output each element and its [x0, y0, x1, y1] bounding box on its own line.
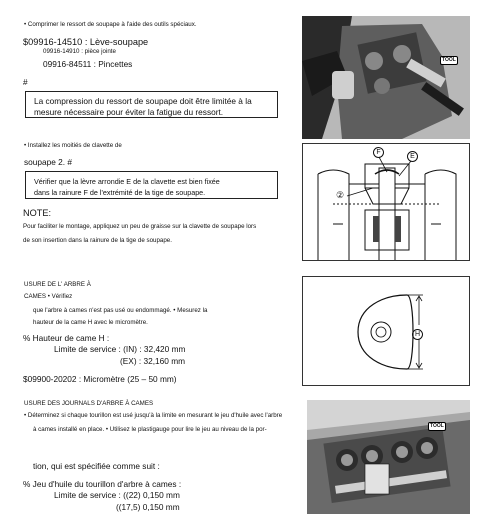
note-heading: NOTE:	[23, 208, 52, 218]
cotter-caution-1: Vérifier que la lèvre arrondie E de la clavette est bien fixée	[34, 177, 220, 186]
oil-clearance-title: % Jeu d'huile du tourillon d'arbre à cames :	[23, 479, 182, 489]
cam-limit-ex: (EX) : 32,160 mm	[120, 356, 186, 366]
photo-camshaft-journals	[307, 400, 470, 514]
bullet-compress-spring: • Comprimer le ressort de soupape à l'aide des outils spéciaux.	[24, 21, 197, 28]
journal-text-2: à cames installé en place. • Utilisez le plastigauge pour lire le jeu au niveau de la por-	[33, 426, 267, 433]
caution-box-spring	[25, 91, 278, 118]
cotter-line-2: soupape 2. #	[24, 157, 72, 167]
label-H: H	[412, 329, 423, 340]
caution-line-1: La compression du ressort de soupape doit être limitée à la	[34, 96, 252, 106]
tool-tag-2: TOOL	[430, 423, 444, 429]
caution-line-2: mesure nécessaire pour éviter la fatigue du ressort.	[34, 107, 224, 117]
note-text-1: Pour faciliter le montage, appliquez un peu de graisse sur la clavette de soupape lors	[23, 223, 257, 230]
photo-valve-compressor	[302, 16, 470, 139]
label-F: F	[373, 147, 384, 158]
tool-valve-lifter: $09916-14510 : Lève-soupape	[23, 37, 149, 47]
caution-box-cotter	[25, 171, 278, 199]
photo-valve-compressor-art	[302, 16, 470, 139]
oil-clearance-limit-1: Limite de service : ((22) 0,150 mm	[54, 490, 180, 500]
tool-tag-1: TOOL	[442, 57, 456, 63]
tool-attachment: 09916-14910 : pièce jointe	[43, 48, 116, 55]
figure-valve-cotter	[302, 143, 470, 261]
note-text-2: de son insertion dans la rainure de la tige de soupape.	[23, 237, 172, 244]
cam-limit-in: Limite de service : (IN) : 32,420 mm	[54, 344, 186, 354]
label-2: ②	[336, 190, 345, 200]
journal-wear-heading: USURE DES JOURNALS D'ARBRE À CAMES	[24, 400, 154, 407]
camshaft-wear-heading-1: USURE DE L' ARBRE À	[24, 281, 91, 288]
cam-height-title: % Hauteur de came H :	[23, 333, 110, 343]
bullet-install-cotters: • Installez les moitiés de clavette de	[24, 142, 122, 149]
camshaft-text-1: que l'arbre à cames n'est pas usé ou endommagé. • Mesurez la	[33, 307, 208, 314]
figure-cam-lobe-art	[303, 277, 470, 386]
oil-clearance-limit-2: ((17,5) 0,150 mm	[116, 502, 180, 512]
hash-mark: #	[23, 77, 28, 87]
figure-valve-cotter-art	[303, 144, 470, 261]
cotter-caution-2: dans la rainure F de l'extrémité de la tige de soupape.	[34, 188, 206, 197]
journal-text-1: • Déterminez si chaque tourillon est usé jusqu'à la limite en mesurant le jeu d'huile avec l'arbre	[24, 412, 283, 419]
label-E: E	[407, 151, 418, 162]
figure-cam-lobe	[302, 276, 470, 386]
tool-tweezers: 09916-84511 : Pincettes	[43, 59, 133, 69]
camshaft-wear-heading-2: CAMES • Vérifiez	[24, 293, 73, 300]
micrometer-tool: $09900-20202 : Micromètre (25 – 50 mm)	[23, 374, 177, 384]
journal-text-3: tion, qui est spécifiée comme suit :	[33, 461, 160, 471]
photo-camshaft-journals-art	[307, 400, 470, 514]
camshaft-text-2: hauteur de la came H avec le micromètre.	[33, 319, 148, 326]
